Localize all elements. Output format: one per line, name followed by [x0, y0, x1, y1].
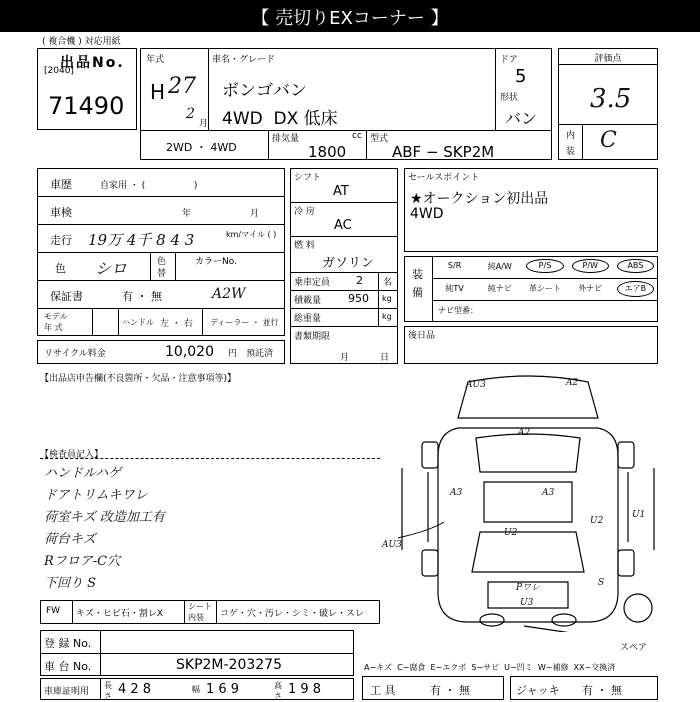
- top-note: ( 複合機 ) 対応用紙: [42, 37, 121, 47]
- recycle-value: 10,020: [165, 344, 214, 360]
- inspector-notes: [44, 462, 364, 602]
- after-sale-label: 後日品: [408, 331, 436, 341]
- recycle-suffix: 預託済: [246, 349, 274, 359]
- sales-point-line-2: 4WD: [410, 206, 444, 222]
- inspector-note: ドアトリムキワレ: [44, 488, 148, 503]
- lot-label: 出品No.: [60, 55, 125, 71]
- dim-l-value: 4 2 8: [118, 682, 152, 697]
- shape-value: バン: [505, 109, 538, 128]
- mark-u3: U3: [520, 598, 534, 608]
- color-change-1: 色: [157, 257, 167, 267]
- car-name: ボンゴバン: [222, 81, 307, 101]
- color-change-2: 替: [157, 269, 167, 279]
- codes-seat-2: 内装: [188, 613, 204, 622]
- equipment-item: P/S: [522, 261, 567, 270]
- history-label: 車歴: [50, 178, 72, 191]
- doors-label: ドア: [500, 55, 518, 65]
- history-value: 自家用 ・ ( ): [100, 181, 198, 191]
- shift-value: AT: [333, 184, 349, 199]
- sales-point-line-1: ★オークション初出品: [410, 191, 549, 207]
- score-value: 3.5: [590, 84, 632, 114]
- capacity-unit: 名: [383, 278, 393, 288]
- inspector-note: Rフロア-C穴: [44, 554, 121, 569]
- jack-label: ジャッキ: [516, 684, 560, 697]
- model-value: ABF − SKP2M: [392, 143, 495, 161]
- codes-fw: FW: [46, 606, 61, 616]
- equipment-row-2: [432, 280, 658, 300]
- recycle-unit: 円: [228, 349, 238, 359]
- mark-u2-a: U2: [590, 516, 604, 526]
- lot-sub: [2040]: [44, 66, 74, 76]
- equipment-item: 純A/W: [487, 262, 512, 271]
- dim-w-value: 1 6 9: [206, 682, 240, 697]
- year-era: H: [150, 80, 166, 104]
- inspection-year: 年: [182, 209, 192, 219]
- year-label: 年式: [146, 55, 165, 65]
- inspector-note: 荷台キズ: [44, 532, 96, 547]
- displacement-unit: cc: [352, 131, 362, 141]
- model-year-label-1: モデル: [44, 312, 68, 321]
- interior-label-1: 内: [566, 131, 576, 141]
- car-diagram: [398, 372, 658, 632]
- recycle-label: リサイクル料金: [44, 349, 106, 359]
- dim-h-value: 1 9 8: [288, 682, 322, 697]
- inspection-label: 車検: [50, 206, 72, 219]
- spare-label: スペア: [620, 643, 648, 653]
- model-label: 型式: [370, 134, 389, 144]
- year-value: 27: [168, 74, 196, 99]
- load-label: 積載量: [294, 296, 322, 306]
- load-unit: kg: [382, 294, 392, 303]
- weight-label: 総重量: [294, 314, 322, 324]
- chassis-label: 車 台 No.: [44, 660, 92, 673]
- mileage-unit: km/マイル ( ): [226, 230, 277, 239]
- shape-label: 形状: [500, 93, 519, 103]
- capacity-label: 乗車定員: [294, 278, 331, 288]
- tools-label: 工 具: [370, 684, 396, 697]
- inspector-note: ハンドルハゲ: [44, 466, 122, 481]
- dim-l-label: 長さ: [104, 681, 112, 701]
- inspector-header: 【検査員記入】: [40, 450, 104, 460]
- mark-u2-b: U2: [504, 528, 518, 538]
- color-value: シロ: [95, 259, 128, 278]
- inspection-month: 月: [250, 209, 260, 219]
- capacity-value: 2: [356, 274, 363, 287]
- navi-label: ナビ型番：: [438, 306, 478, 315]
- mark-u1: U1: [632, 510, 646, 520]
- equipment-label-2: 備: [412, 286, 423, 299]
- warranty-value: 有 ・ 無: [122, 290, 162, 303]
- doors-value: 5: [515, 66, 527, 87]
- interior-value: C: [600, 128, 617, 153]
- legend: A−キズ C−腐食 E−エクボ S−サビ U−凹ミ W−補修 XX−交換済: [364, 663, 616, 672]
- handle-label: ハンドル: [122, 318, 154, 327]
- interior-label-2: 装: [566, 147, 576, 157]
- load-value: 950: [348, 292, 369, 305]
- equipment-item: 外ナビ: [578, 284, 603, 293]
- color-no-label: カラーNo.: [195, 257, 237, 267]
- year-month-unit: 月: [199, 119, 209, 129]
- inspector-note: 下回り S: [44, 576, 97, 591]
- chassis-value: SKP2M-203275: [176, 657, 282, 673]
- fuel-label: 燃 料: [294, 241, 315, 251]
- weight-unit: kg: [382, 312, 392, 321]
- after-sale-box: [404, 326, 658, 364]
- sales-point-label: セールスポイント: [408, 173, 480, 183]
- equipment-label-1: 装: [412, 268, 423, 281]
- lot-number: 71490: [48, 92, 125, 120]
- mark-a2-top: A2: [566, 378, 579, 388]
- displacement-label: 排気量: [272, 134, 300, 144]
- registration-day: 日: [380, 353, 390, 363]
- equipment-item: S/R: [447, 261, 462, 270]
- dealer-label: ディーラー ・ 並行: [210, 318, 279, 327]
- mark-a2-hood: A2: [518, 428, 531, 438]
- codes-seat-1: シート: [188, 602, 212, 611]
- shift-label: シフト: [294, 173, 322, 183]
- jack-value: 有 ・ 無: [582, 684, 622, 697]
- dim-w-label: 幅: [192, 685, 200, 694]
- fuel-value: ガソリン: [322, 256, 375, 271]
- score-label: 評価点: [594, 54, 622, 64]
- equipment-row-1: [432, 258, 658, 278]
- inspector-note: 荷室キズ 改造加工有: [44, 510, 165, 525]
- mileage-value: 19万 4千 8 4 3: [88, 231, 195, 249]
- mark-au3-side: AU3: [382, 540, 402, 550]
- mark-au3-top: AU3: [466, 380, 486, 390]
- model-year-label-2: 年 式: [44, 323, 63, 332]
- equipment-item: エアB: [613, 283, 658, 294]
- tools-value: 有 ・ 無: [430, 684, 470, 697]
- ac-label: 冷 房: [294, 207, 315, 217]
- codes-items: キズ・ヒビ石・割レX: [76, 609, 163, 619]
- mark-a3-right: A3: [542, 488, 555, 498]
- displacement-value: 1800: [308, 143, 347, 161]
- drive-type: 2WD ・ 4WD: [166, 141, 237, 154]
- equipment-item: 純ナビ: [487, 284, 512, 293]
- mark-a3-left: A3: [450, 488, 463, 498]
- mark-s: S: [598, 578, 605, 588]
- dim-h-label: 高さ: [274, 681, 282, 701]
- equipment-item: ABS: [613, 261, 658, 270]
- handle-value: 左 ・ 右: [160, 319, 193, 329]
- warranty-label: 保証書: [50, 290, 83, 303]
- mileage-label: 走行: [50, 234, 72, 247]
- codes-seat-items: コゲ・穴・汚レ・シミ・破レ・スレ: [220, 609, 365, 619]
- reg-no-label: 登 録 No.: [44, 637, 92, 650]
- dimensions-label: 車庫証明用: [44, 687, 90, 697]
- registration-month: 月: [340, 353, 350, 363]
- equipment-item: 純TV: [445, 284, 464, 293]
- mark-p-rear: Pワレ: [516, 583, 541, 593]
- car-label: 車名・グレード: [212, 55, 276, 65]
- page-title: 【 売切りEXコーナー 】: [251, 8, 449, 29]
- car-grade: 4WD DX 低床: [222, 109, 338, 129]
- color-no-value: A2W: [212, 286, 246, 302]
- report-header: 【出品店申告欄(不良箇所・欠品・注意事項等)】: [40, 374, 237, 384]
- color-label: 色: [55, 262, 66, 275]
- equipment-item: P/W: [568, 261, 613, 270]
- ac-value: AC: [334, 218, 352, 233]
- equipment-item: 革シート: [528, 284, 561, 293]
- registration-label: 書類期限: [294, 332, 331, 342]
- year-month: 2: [186, 106, 195, 122]
